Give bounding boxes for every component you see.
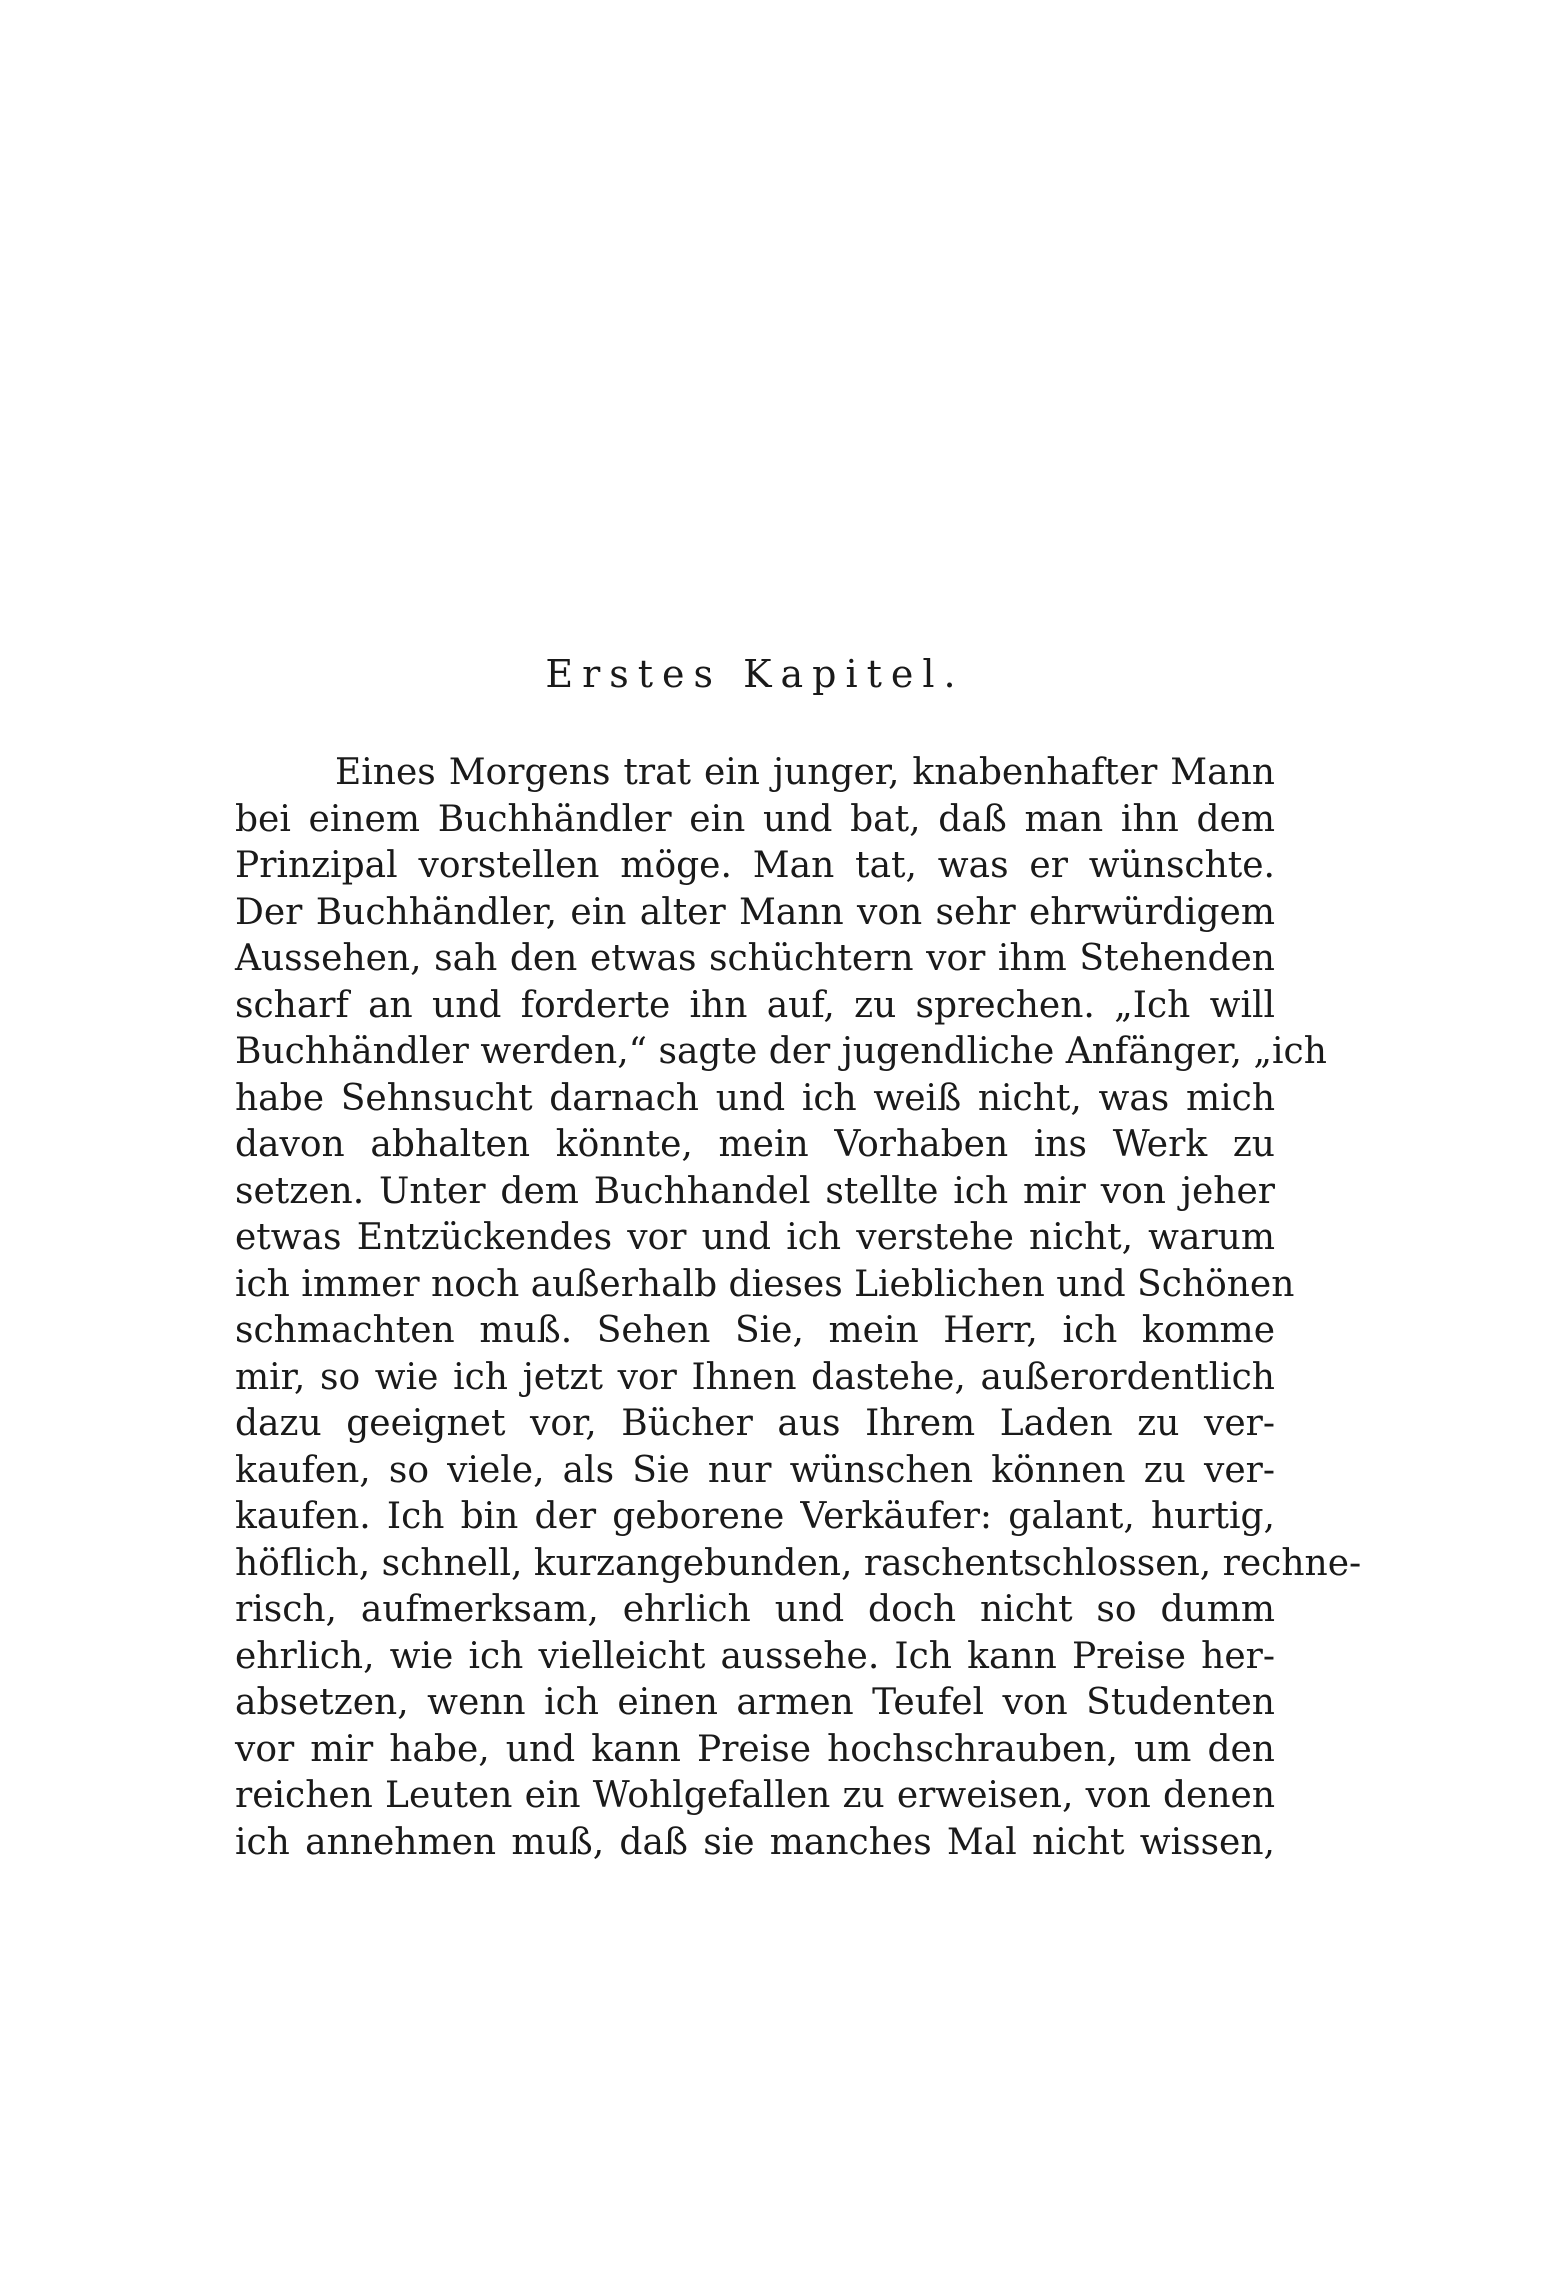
text-line: vor mir habe, und kann Preise hochschrauben, um den — [235, 1728, 1275, 1770]
text-line: Buchhändler werden,“ sagte der jugendliche Anfänger, „ich — [235, 1031, 1327, 1072]
text-line: setzen. Unter dem Buchhandel stellte ich mir von jeher — [235, 1170, 1275, 1212]
body-text — [235, 750, 1362, 1866]
text-line: habe Sehnsucht darnach und ich weiß nicht, was mich — [235, 1077, 1275, 1119]
text-line: dazu geeignet vor, Bücher aus Ihrem Laden zu ver- — [235, 1403, 1275, 1444]
text-line: kaufen, so viele, als Sie nur wünschen können zu ver- — [235, 1449, 1275, 1491]
text-line: davon abhalten könnte, mein Vorhaben ins Werk zu — [235, 1124, 1275, 1165]
text-line: mir, so wie ich jetzt vor Ihnen dastehe, außerordentlich — [235, 1356, 1275, 1398]
text-line: Prinzipal vorstellen möge. Man tat, was er wünschte. — [235, 845, 1275, 886]
text-line: ich immer noch außerhalb dieses Lieblichen und Schönen — [235, 1263, 1295, 1305]
text-line: ich annehmen muß, daß sie manches Mal nicht wissen, — [235, 1821, 1275, 1863]
text-line: höflich, schnell, kurzangebunden, raschentschlossen, rechne- — [235, 1542, 1362, 1584]
text-line: bei einem Buchhändler ein und bat, daß man ihn dem — [235, 798, 1275, 840]
text-line: scharf an und forderte ihn auf, zu sprechen. „Ich will — [235, 984, 1275, 1026]
text-line: etwas Entzückendes vor und ich verstehe nicht, warum — [235, 1217, 1275, 1258]
text-line: kaufen. Ich bin der geborene Verkäufer: galant, hurtig, — [235, 1496, 1275, 1537]
chapter-heading: Erstes Kapitel. — [545, 652, 965, 696]
text-line: Aussehen, sah den etwas schüchtern vor ihm Stehenden — [235, 938, 1275, 979]
text-line: reichen Leuten ein Wohlgefallen zu erweisen, von denen — [235, 1775, 1275, 1816]
text-line: schmachten muß. Sehen Sie, mein Herr, ich komme — [235, 1310, 1275, 1351]
text-line: absetzen, wenn ich einen armen Teufel von Studenten — [235, 1682, 1275, 1723]
text-line: Eines Morgens trat ein junger, knabenhafter Mann — [335, 752, 1275, 793]
text-line: ehrlich, wie ich vielleicht aussehe. Ich kann Preise her- — [235, 1635, 1275, 1677]
text-line: Der Buchhändler, ein alter Mann von sehr ehrwürdigem — [235, 891, 1275, 933]
text-line: risch, aufmerksam, ehrlich und doch nicht so dumm — [235, 1589, 1275, 1630]
